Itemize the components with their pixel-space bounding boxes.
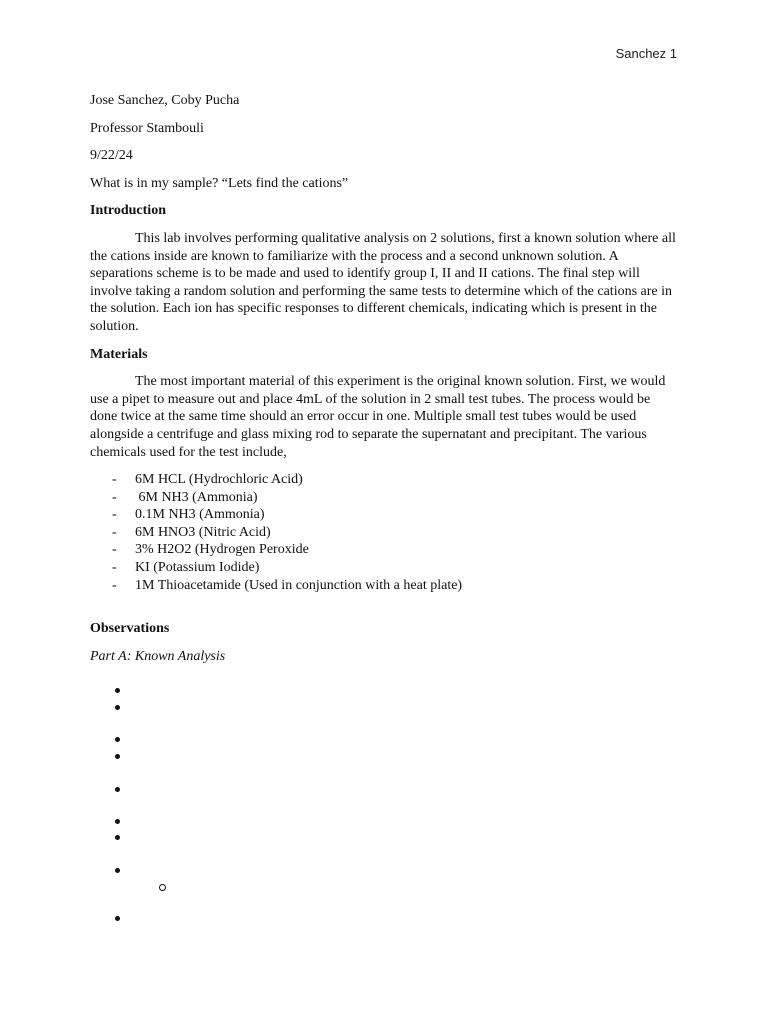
list-item: [90, 559, 678, 577]
list-item: [90, 541, 678, 559]
list-item: [90, 506, 678, 524]
material-label: KI (Potassium Iodide): [135, 560, 260, 576]
bullet-marker: [115, 787, 120, 792]
list-item: [90, 471, 678, 489]
bullet-marker: [115, 705, 120, 710]
dash-marker: -: [112, 489, 117, 505]
dash-marker: -: [112, 577, 117, 593]
materials-list: [90, 471, 678, 594]
dash-marker: -: [112, 542, 117, 558]
bullet-marker: [115, 819, 120, 824]
authors-line: Jose Sanchez, Coby Pucha: [90, 93, 240, 108]
introduction-paragraph: This lab involves performing qualitative analysis on 2 solutions, first a known solution where all the cations inside are known to familiarize with the process and a second unknown solution. A separations scheme is to be made and used to identify group I, II and II cations. The final step will involve taking a random solution and performing the same tests to determine which of the cations are in the solution. Each ion has specific responses to different chemicals, indicating which is present in the solution.: [90, 230, 676, 334]
bullet-marker: [115, 688, 120, 693]
observations-heading: Observations: [90, 621, 170, 637]
professor-line: Professor Stambouli: [90, 120, 204, 136]
page-header: Sanchez 1: [615, 46, 677, 61]
material-label: 0.1M NH3 (Ammonia): [135, 507, 265, 523]
list-item: [90, 489, 678, 507]
list-item: [90, 524, 678, 542]
material-label: 3% H2O2 (Hydrogen Peroxide: [135, 542, 309, 558]
material-label: 6M HCL (Hydrochloric Acid): [135, 472, 303, 488]
material-label: 1M Thioacetamide (Used in conjunction with a heat plate): [135, 577, 463, 593]
document-title: What is in my sample? “Lets find the cations”: [90, 175, 349, 191]
material-label: 6M NH3 (Ammonia): [135, 489, 258, 505]
material-label: 6M HNO3 (Nitric Acid): [135, 524, 271, 540]
bullet-marker: [115, 754, 120, 759]
bullet-marker: [115, 737, 120, 742]
dash-marker: -: [112, 507, 117, 523]
dash-marker: -: [112, 524, 117, 540]
document-body: [90, 92, 678, 675]
bullet-marker: [115, 868, 120, 873]
introduction-heading: Introduction: [90, 203, 166, 219]
materials-heading: Materials: [90, 346, 148, 362]
dash-marker: -: [112, 472, 117, 488]
dash-marker: -: [112, 560, 117, 576]
bullet-marker: [115, 835, 120, 840]
part-a-subheading: Part A: Known Analysis: [90, 648, 226, 664]
bullet-marker: [115, 916, 120, 921]
list-item: [90, 577, 678, 595]
materials-paragraph: The most important material of this experiment is the original known solution. First, we would use a pipet to measure out and place 4mL of the solution in 2 small test tubes. The process would be done twice at the same time should an error occur in one. Multiple small test tubes would be used alongside a centrifuge and glass mixing rod to separate the supernatant and precipitant. The various chemicals used for the test include,: [90, 374, 666, 460]
date-line: 9/22/24: [90, 148, 133, 164]
sub-bullet-marker: [159, 884, 166, 891]
